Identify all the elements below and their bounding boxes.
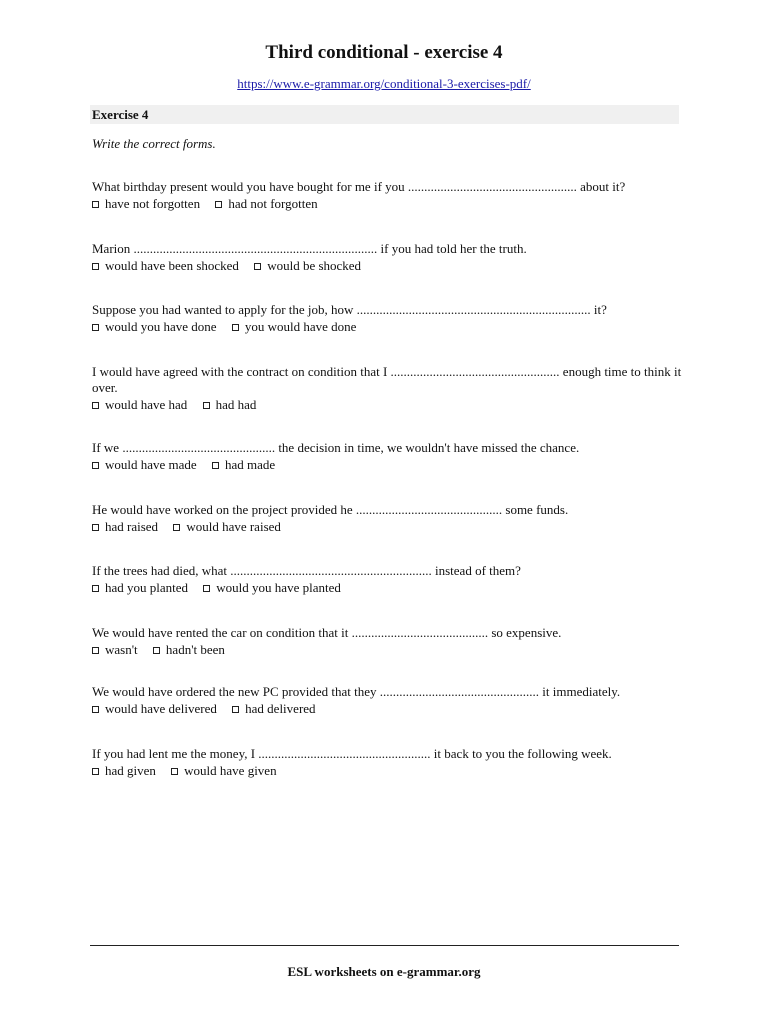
exercise-header: Exercise 4 — [90, 105, 679, 124]
option-a[interactable] — [92, 457, 197, 473]
option-b[interactable] — [212, 457, 275, 473]
question-text: We would have rented the car on condition that it .......................................... so expensive. — [92, 625, 562, 640]
option-a[interactable] — [92, 196, 200, 212]
option-label: had had — [215, 396, 257, 412]
option-label: had you planted — [105, 579, 189, 595]
checkbox-icon[interactable] — [212, 462, 219, 469]
option-label: had delivered — [245, 700, 316, 716]
question-1 — [92, 179, 682, 212]
checkbox-icon[interactable] — [92, 647, 99, 654]
checkbox-icon[interactable] — [92, 324, 99, 331]
option-b[interactable] — [232, 701, 315, 717]
option-group — [92, 396, 682, 413]
option-a[interactable] — [92, 397, 187, 413]
option-label: hadn't been — [165, 641, 225, 657]
checkbox-icon[interactable] — [92, 263, 99, 270]
option-a[interactable] — [92, 701, 217, 717]
option-label: had given — [105, 762, 156, 778]
option-label: would have raised — [186, 518, 281, 534]
option-a[interactable] — [92, 319, 217, 335]
option-a[interactable] — [92, 580, 188, 596]
checkbox-icon[interactable] — [92, 706, 99, 713]
checkbox-icon[interactable] — [171, 768, 178, 775]
option-label: would have delivered — [105, 700, 217, 716]
option-b[interactable] — [203, 397, 257, 413]
option-group — [92, 456, 682, 473]
question-4 — [92, 364, 682, 413]
instructions: Write the correct forms. — [92, 136, 216, 151]
checkbox-icon[interactable] — [232, 324, 239, 331]
option-group — [92, 318, 682, 335]
option-b[interactable] — [232, 319, 357, 335]
checkbox-icon[interactable] — [92, 524, 99, 531]
checkbox-icon[interactable] — [92, 462, 99, 469]
option-label: have not forgotten — [105, 195, 201, 211]
option-label: had not forgotten — [228, 195, 318, 211]
option-label: had raised — [105, 518, 159, 534]
option-label: had made — [224, 456, 276, 472]
source-link[interactable]: https://www.e-grammar.org/conditional-3-exercises-pdf/ — [237, 76, 531, 91]
question-3 — [92, 302, 682, 335]
option-label: would have made — [105, 456, 197, 472]
option-a[interactable] — [92, 642, 138, 658]
option-b[interactable] — [215, 196, 317, 212]
option-label: would have been shocked — [105, 257, 239, 273]
checkbox-icon[interactable] — [92, 402, 99, 409]
question-text: We would have ordered the new PC provided that they ................................................. it immediately. — [92, 684, 621, 699]
option-a[interactable] — [92, 763, 156, 779]
option-label: would you have done — [105, 318, 217, 334]
option-label: wasn't — [105, 641, 138, 657]
option-label: you would have done — [244, 318, 357, 334]
question-8 — [92, 625, 682, 658]
option-b[interactable] — [203, 580, 341, 596]
checkbox-icon[interactable] — [203, 402, 210, 409]
question-text: I would have agreed with the contract on condition that I .................................................... enough time to think it over. — [92, 364, 682, 395]
option-b[interactable] — [173, 519, 281, 535]
option-label: would you have planted — [216, 579, 341, 595]
question-text: If we ............................................... the decision in time, we wouldn't have missed the chance. — [92, 440, 580, 455]
option-group — [92, 579, 682, 596]
checkbox-icon[interactable] — [203, 585, 210, 592]
option-group — [92, 700, 682, 717]
option-group — [92, 762, 682, 779]
option-group — [92, 518, 682, 535]
question-text: If you had lent me the money, I ..................................................... it back to you the following week. — [92, 746, 612, 761]
checkbox-icon[interactable] — [92, 201, 99, 208]
option-label: would have had — [105, 396, 188, 412]
page-title: Third conditional - exercise 4 — [265, 42, 503, 63]
option-b[interactable] — [153, 642, 225, 658]
checkbox-icon[interactable] — [215, 201, 222, 208]
question-5 — [92, 440, 682, 473]
option-group — [92, 641, 682, 658]
checkbox-icon[interactable] — [153, 647, 160, 654]
checkbox-icon[interactable] — [232, 706, 239, 713]
checkbox-icon[interactable] — [92, 585, 99, 592]
question-10 — [92, 746, 682, 779]
option-b[interactable] — [171, 763, 276, 779]
option-label: would be shocked — [267, 257, 362, 273]
question-9 — [92, 684, 682, 717]
question-text: If the trees had died, what .............................................................. instead of them? — [92, 563, 521, 578]
question-text: Marion ........................................................................... if you had told her the truth. — [92, 241, 527, 256]
footer-text: ESL worksheets on e-grammar.org — [287, 964, 481, 979]
option-b[interactable] — [254, 258, 361, 274]
question-text: What birthday present would you have bought for me if you .................................................... about it? — [92, 179, 626, 194]
option-a[interactable] — [92, 258, 239, 274]
checkbox-icon[interactable] — [173, 524, 180, 531]
option-group — [92, 257, 682, 274]
question-text: He would have worked on the project provided he ............................................. some funds. — [92, 502, 569, 517]
question-7 — [92, 563, 682, 596]
option-group — [92, 195, 682, 212]
question-6 — [92, 502, 682, 535]
footer-divider — [90, 945, 679, 946]
checkbox-icon[interactable] — [254, 263, 261, 270]
checkbox-icon[interactable] — [92, 768, 99, 775]
question-text: Suppose you had wanted to apply for the job, how ........................................................................ it? — [92, 302, 607, 317]
option-label: would have given — [184, 762, 277, 778]
source-link-container — [0, 76, 768, 92]
option-a[interactable] — [92, 519, 158, 535]
question-2 — [92, 241, 682, 274]
